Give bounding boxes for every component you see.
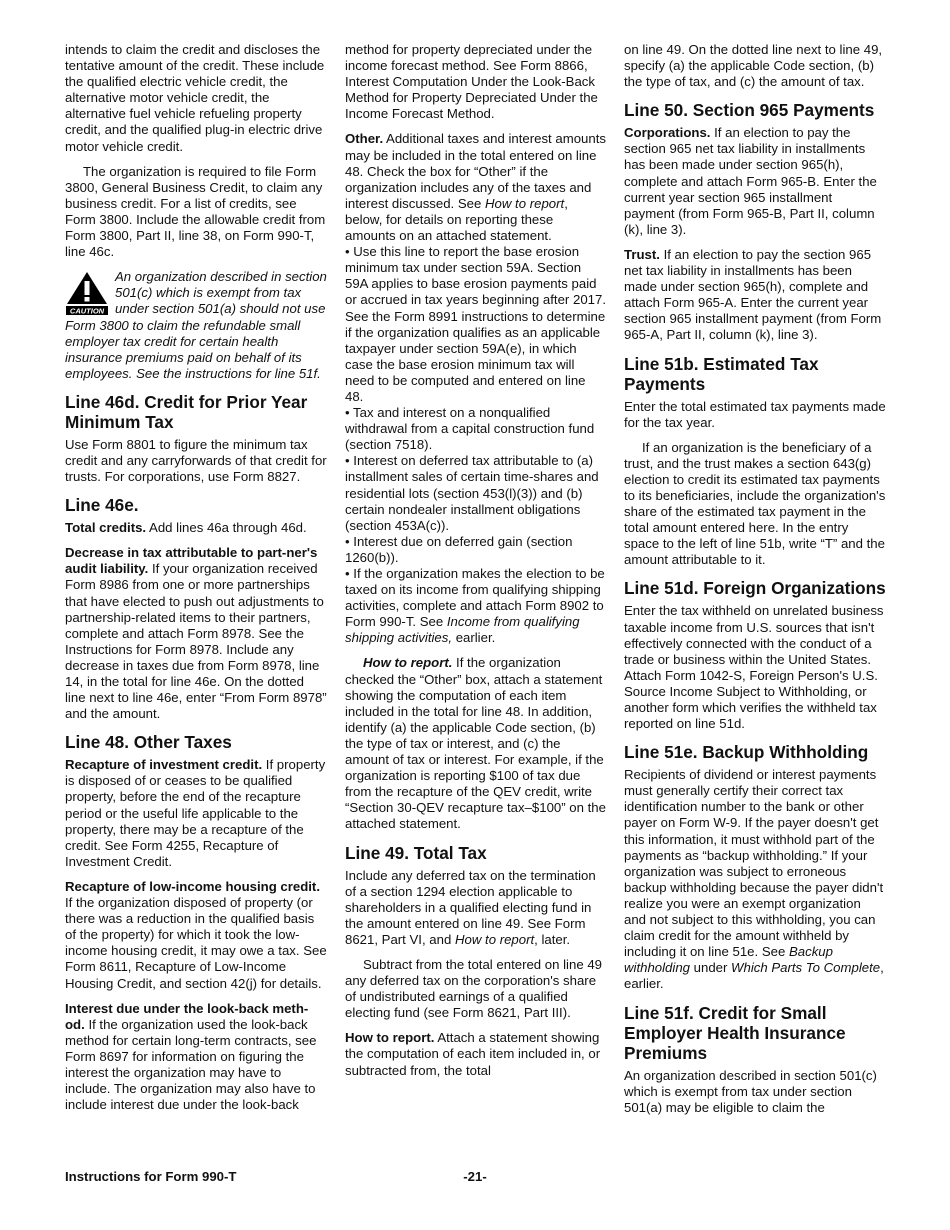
paragraph: Enter the total estimated tax payments made for the tax year. [624,398,886,430]
paragraph: Decrease in tax attributable to part-ner's audit liability. If your organization received Form 8986 from one or more partnerships that have elected to push out adjustments to partnership-related items to their partners, complete and attach Form 8978. See the Instructions for Form 8978. Include any decrease in taxes due from Form 8978, line 14, in the total for line 46e. On the dotted line next to line 46e, enter “From Form 8978” and the amount. [65,545,327,722]
list-item: • Tax and interest on a nonqualified withdrawal from a capital construction fund (section 7518). [345,405,595,453]
column-2 [345,42,607,1088]
paragraph: An organization described in section 501(c) which is exempt from tax under section 501(a) may be eligible to claim the [624,1067,877,1115]
paragraph: Other. Additional taxes and interest amounts may be included in the total entered on line 48. Check the box for “Other” if the organization includes any of the taxes and interest discussed. See How to report, below, for details on reporting these amounts on an attached statement. [345,131,606,244]
heading-line-48: Line 48. Other Taxes [65,732,232,753]
paragraph: Enter the tax withheld on unrelated business taxable income from U.S. sources that isn't effectively connected with the conduct of a trade or business within the United States. Attach Form 1042-S, Foreign Person's U.S. Source Income Subject to Withholding, or another form which verifies the withheld tax reported on line 51d. [624,603,884,732]
caution-triangle-icon [65,270,109,316]
paragraph: The organization is required to file Form 3800, General Business Credit, to claim any business credit. For a list of credits, see Form 3800. Include the allowable credit from Form 3800, Part II, line 38, on Form 990-T, line 46c. [65,163,326,260]
paragraph: Total credits. Add lines 46a through 46d. [65,520,307,536]
list-item: • If the organization makes the election to be taxed on its income from qualifying shipping activities, complete and attach Form 8902 to Form 990-T. See Income from qualifying shipping activities, earlier. [345,566,605,646]
list-item: • Use this line to report the base erosion minimum tax under section 59A. Section 59A applies to base erosion payments paid or accrued in tax years beginning after 2017. See the Form 8991 instructions to determine if the organization qualifies as an applicable taxpayer under section 59A(e), in which case the base erosion minimum tax will need to be computed and entered on line 48. [345,244,606,404]
caution-label: CAUTION [69,306,105,316]
paragraph: method for property depreciated under the income forecast method. See Form 8866, Interest Computation Under the Look-Back Method for Property Depreciated Under the Income Forecast Method. [345,42,598,122]
column-1 [65,42,327,1122]
heading-line-51f: Line 51f. Credit for Small Employer Health Insurance Premiums [624,1002,846,1063]
page-number: -21- [463,1169,487,1184]
paragraph: Corporations. If an election to pay the section 965 net tax liability in installments has been made under section 965(h), complete and attach Form 965-B. Enter the current year section 965 installment payment (from Form 965-B, Part II, column (k), line 3). [624,125,877,237]
heading-line-51d: Line 51d. Foreign Organizations [624,578,886,599]
paragraph: How to report. Attach a statement showing the computation of each item included in, or subtracted from, the total [345,1030,601,1078]
paragraph: Recapture of investment credit. If property is disposed of or ceases to be qualified property, before the end of the recapture period or the useful life applicable to the property, there may be a recapture of the credit. See Form 4255, Recapture of Investment Credit. [65,757,326,869]
paragraph: If an organization is the beneficiary of a trust, and the trust makes a section 643(g) election to credit its estimated tax payments to its beneficiaries, include the organization's share of the estimated tax payment in the total amount entered here. In the entry space to the left of line 51b, write “T” and the amount attributable to it. [624,439,886,568]
paragraph: Interest due under the look-back meth-od. If the organization used the look-back method for certain long-term contracts, see Form 8697 for information on figuring the interest the organization may have to include. The organization may also have to include interest due under the look-back [65,1000,317,1113]
paragraph: Recapture of low-income housing credit. If the organization disposed of property (or there was a reduction in the qualified basis of the property) for which it took the low-income housing credit, it may owe a tax. See Form 8611, Recapture of Low-Income Housing Credit, and section 42(j) for details. [65,878,327,991]
heading-line-51e: Line 51e. Backup Withholding [624,742,869,763]
caution-note [65,269,327,382]
heading-line-46e: Line 46e. [65,495,139,516]
heading-line-46d: Line 46d. Credit for Prior Year Minimum Tax [65,391,308,432]
paragraph: Include any deferred tax on the termination of a section 1294 election applicable to shareholders in a qualified electing fund in the amount entered on line 49. See Form 8621, Part VI, and How to report, later. [345,867,596,947]
paragraph: intends to claim the credit and discloses the tentative amount of the credit. These include the qualified electric vehicle credit, the alternative motor vehicle credit, the alternative fuel vehicle refueling property credit, and the qualified plug-in electric drive motor vehicle credit. [65,42,325,154]
caution-text: An organization described in section 501(c) which is exempt from tax under section 501(a) should not use Form 3800 to claim the refundable small employer tax credit for certain health insurance premiums paid on behalf of its employees. See the instructions for line 51f. [65,269,327,381]
footer-document-title: Instructions for Form 990-T [65,1169,237,1184]
paragraph: How to report. If the organization checked the “Other” box, attach a statement showing the computation of each item included in the total for line 48. In addition, identify (a) the applicable Code section, (b) the type of tax or interest, and (c) the amount of tax or interest. For example, if the organization is reporting $100 of tax due from the recapture of the QEV credit, write “Section 30-QEV recapture tax–$100” on the attached statement. [345,655,606,832]
paragraph: on line 49. On the dotted line next to line 49, specify (a) the applicable Code section, (b) the type of tax, and (c) the amount of tax. [624,42,883,90]
list-item: • Interest on deferred tax attributable to (a) installment sales of certain time-shares and residential lots (section 453(l)(3)) and (b) certain nondealer installment obligations (section 453A(c)). [345,453,599,533]
paragraph: Trust. If an election to pay the section 965 net tax liability in installments has been made under section 965(h), complete and attach Form 965-A. Enter the current year section 965 installment payment (from Form 965-A, Part II, column (k), line 3). [624,246,882,343]
paragraph: Subtract from the total entered on line 49 any deferred tax on the corporation's share of undistributed earnings of a qualified electing fund (see Form 8621, Part III). [345,956,602,1021]
paragraph: Recipients of dividend or interest payments must generally certify their correct tax identification number to the bank or other payer on Form W-9. If the payer doesn't get this information, it must withhold part of the payments as “backup withholding.” If your organization was subject to erroneous backup withholding because the payer didn't realize you were an exempt organization and not subject to this withholding, you can claim credit for the amount withheld by including it on line 51e. See Backup withholding under Which Parts To Complete, earlier. [624,767,884,992]
list-item: • Interest due on deferred gain (section 1260(b)). [345,533,573,565]
heading-line-49: Line 49. Total Tax [345,842,487,863]
heading-line-51b: Line 51b. Estimated Tax Payments [624,353,819,394]
column-3 [624,42,886,1125]
paragraph: Use Form 8801 to figure the minimum tax credit and any carryforwards of that credit for trusts. For corporations, use Form 8827. [65,436,327,485]
heading-line-50: Line 50. Section 965 Payments [624,100,875,121]
